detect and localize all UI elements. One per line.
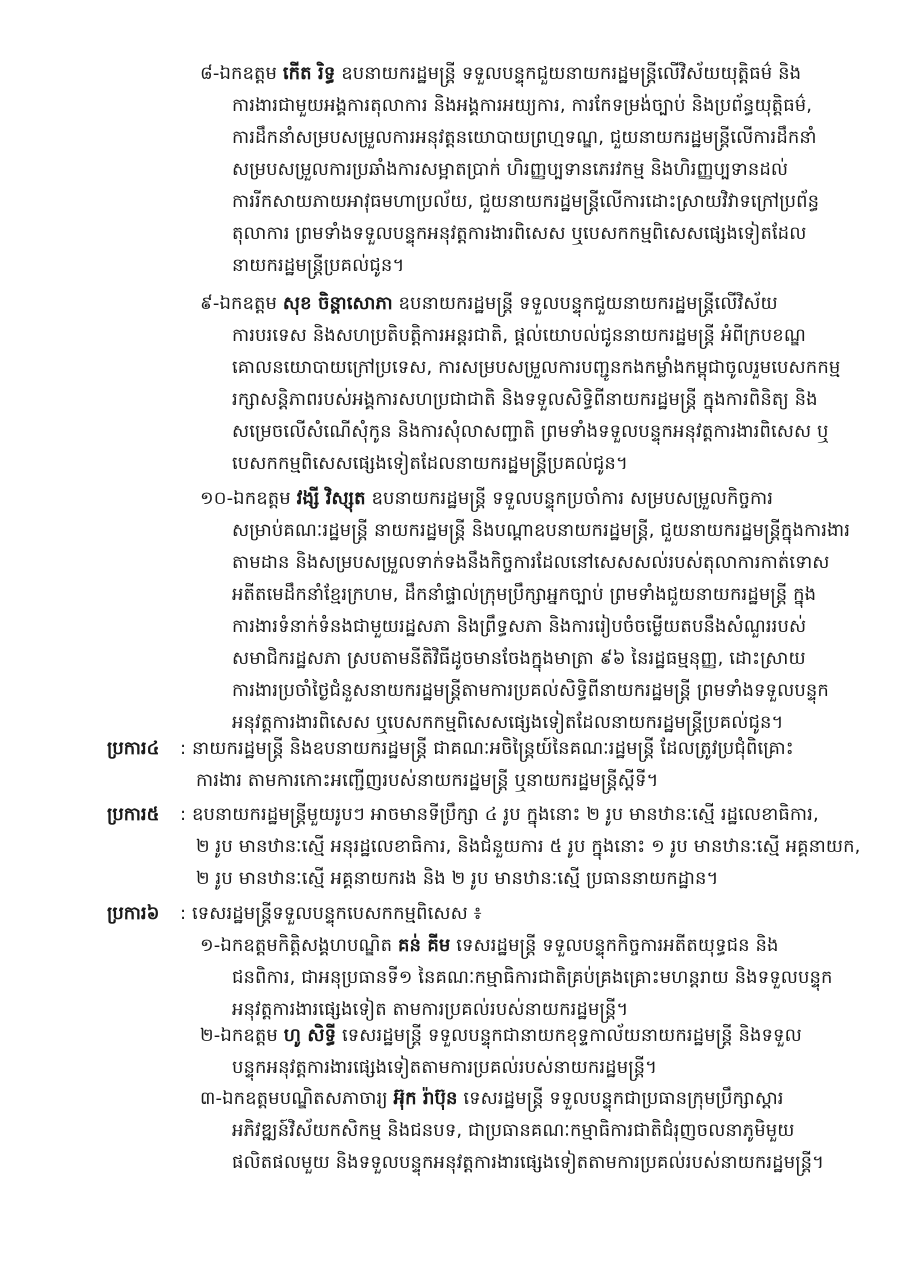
text-segment: ២-ឯកឧត្តម (200, 1025, 284, 1046)
text-line (232, 517, 850, 545)
text-line (200, 1022, 802, 1050)
text-line (232, 613, 806, 641)
text-line (232, 418, 829, 446)
article-label: ប្រការ៦ (107, 903, 160, 924)
text-line (200, 932, 779, 960)
official-name: អ៊ុក រ៉ាប៊ុន (393, 1088, 458, 1109)
text-segment: ការងារជាមួយអង្គការតុលាការ និងអង្គការអយ្យការ, ការកែទម្រង់ច្បាប់ និងប្រព័ន្ធយុត្តិធម៌, (232, 95, 813, 116)
text-line (232, 450, 628, 478)
text-segment: ទេសរដ្ឋមន្ត្រី ទទួលបន្ទុកជាប្រធានក្រុមប្រឹក្សាស្តារ (457, 1088, 784, 1109)
text-segment: ឧបនាយករដ្ឋមន្ត្រី ទទួលបន្ទុកប្រចាំការ សម្របសម្រួលកិច្ចការ (365, 488, 774, 509)
text-line (232, 220, 806, 248)
text-segment: ៨-ឯកឧត្តម (200, 63, 283, 84)
text-segment: ការងារ តាមការកោះអញ្ជើញរបស់នាយករដ្ឋមន្ត្រី ឬនាយករដ្ឋមន្ត្រីស្តីទី។ (196, 770, 659, 791)
text-segment: ទេសរដ្ឋមន្ត្រី ទទួលបន្ទុកកិច្ចការអតីតយុទ្ធជន និង (450, 935, 779, 956)
text-line (232, 156, 788, 184)
text-line (232, 354, 840, 382)
text-segment: ផលិតផលមួយ និងទទួលបន្ទុកអនុវត្តការងារផ្សេងទៀតតាមការប្រគល់របស់នាយករដ្ឋមន្ត្រី។ (232, 1152, 825, 1173)
text-line (232, 709, 783, 737)
text-line (200, 485, 773, 513)
text-line (180, 900, 482, 928)
text-line (232, 92, 812, 120)
text-segment: ការងារប្រចាំថ្ងៃជំនួសនាយករដ្ឋមន្ត្រីតាមការប្រគល់សិទ្ធិពីនាយករដ្ឋមន្ត្រី ព្រមទាំងទទួលបន្ទុក (232, 680, 829, 701)
text-line (196, 833, 860, 861)
text-line (232, 549, 830, 577)
text-segment: គោលនយោបាយក្រៅប្រទេស, ការសម្របសម្រួលការបញ្ជូនកងកម្លាំងកម្ពុជាចូលរួមបេសកកម្ម (232, 357, 841, 378)
text-segment: សម្របសម្រួលការប្រឆាំងការសម្អាតប្រាក់ ហិរញ្ញប្បទានភេរវកម្ម និងហិរញ្ញប្បទានដល់ (232, 159, 789, 180)
text-segment: បេសកកម្មពិសេសផ្សេងទៀតដែលនាយករដ្ឋមន្ត្រីប្រគល់ជូន។ (232, 453, 628, 474)
text-segment: ការបរទេស និងសហប្រតិបត្តិការអន្តរជាតិ, ផ្តល់យោបល់ជូននាយករដ្ឋមន្ត្រី អំពីក្របខណ្ឌ (232, 325, 806, 346)
text-segment: ការងារទំនាក់ទំនងជាមួយរដ្ឋសភា និងព្រឹទ្ធសភា និងការរៀបចំចម្លើយតបនឹងសំណួររបស់ (232, 616, 807, 637)
text-segment: ២ រូប មានឋានៈស្មើ អនុរដ្ឋលេខាធិការ, និងជំនួយការ ៥ រូប ក្នុងនោះ ១ រូប មានឋានៈស្មើ អគ្គនាយក, (196, 836, 861, 857)
official-name: សុខ ចិន្តាសោភា (282, 293, 393, 314)
text-segment: ទេសរដ្ឋមន្ត្រី ទទួលបន្ទុកជានាយកខុទ្ទកាល័យនាយករដ្ឋមន្ត្រី និងទទួល (336, 1025, 802, 1046)
text-line (232, 1149, 824, 1177)
text-segment: សម្រេចលើសំណើសុំកូន និងការសុំលាសញ្ជាតិ ព្រមទាំងទទួលបន្ទុកអនុវត្តការងារពិសេស ឬ (232, 421, 829, 442)
text-segment: ៩-ឯកឧត្តម (200, 293, 283, 314)
text-line (232, 645, 806, 673)
text-line (196, 767, 658, 795)
text-segment: បន្ទុកអនុវត្តការងារផ្សេងទៀតតាមការប្រគល់របស់នាយករដ្ឋមន្ត្រី។ (232, 1057, 658, 1078)
text-line (232, 124, 817, 152)
article-label: ប្រការ៥ (107, 804, 160, 825)
text-segment: : ទេសរដ្ឋមន្ត្រីទទួលបន្ទុកបេសកកម្មពិសេស ៖ (180, 903, 482, 924)
text-line (232, 1054, 657, 1082)
text-line (196, 865, 718, 893)
article-label: ប្រការ៤ (107, 738, 160, 759)
text-line (232, 964, 833, 992)
text-segment: ១០-ឯកឧត្តម (200, 488, 297, 509)
text-line (232, 677, 829, 705)
text-segment: : ឧបនាយករដ្ឋមន្ត្រីមួយរូបៗ អាចមានទីប្រឹក្សា ៤ រូប ក្នុងនោះ ២ រូប មានឋានៈស្មើ រដ្ឋលេខាធិការ, (180, 804, 819, 825)
text-segment: ៣-ឯកឧត្តមបណ្ឌិតសភាចារ្យ (200, 1088, 394, 1109)
text-segment: រក្សាសន្តិភាពរបស់អង្គការសហប្រជាជាតិ និងទទួលសិទ្ធិពីនាយករដ្ឋមន្ត្រី ក្នុងការពិនិត្យ និង (232, 389, 818, 410)
text-line (232, 322, 806, 350)
text-line (180, 735, 794, 763)
text-segment: អនុវត្តការងារផ្សេងទៀត តាមការប្រគល់របស់នាយករដ្ឋមន្ត្រី។ (232, 999, 629, 1020)
official-name: ហូ សិទ្ធី (283, 1025, 337, 1046)
official-name: គន់ គីម (397, 935, 451, 956)
text-segment: អនុវត្តការងារពិសេស ឬបេសកកម្មពិសេសផ្សេងទៀតដែលនាយករដ្ឋមន្ត្រីប្រគល់ជូន។ (232, 712, 784, 733)
text-segment: តាមដាន និងសម្របសម្រួលទាក់ទងនឹងកិច្ចការដែលនៅសេសសល់របស់តុលាការកាត់ទោស (232, 552, 830, 573)
official-name: វង្សី វិស្សុត (296, 488, 366, 509)
text-segment: ២ រូប មានឋានៈស្មើ អគ្គនាយករង និង ២ រូប មានឋានៈស្មើ ប្រធាននាយកដ្ឋាន។ (196, 868, 719, 889)
text-line (232, 386, 818, 414)
text-line (232, 252, 404, 280)
text-line (200, 290, 778, 318)
text-segment: សមាជិករដ្ឋសភា ស្របតាមនីតិវិធីដូចមានចែងក្នុងមាត្រា ៩៦ នៃរដ្ឋធម្មនុញ្ញ, ដោះស្រាយ (232, 648, 806, 669)
text-segment: អតីតមេដឹកនាំខ្មែរក្រហម, ដឹកនាំផ្ទាល់ក្រុមប្រឹក្សាអ្នកច្បាប់ ព្រមទាំងជួយនាយករដ្ឋមន្ត្រី ក្នុង (232, 584, 817, 605)
text-line (200, 60, 801, 88)
text-line (232, 581, 816, 609)
text-line (232, 188, 819, 216)
text-segment: អភិវឌ្ឍន៍វិស័យកសិកម្ម និងជនបទ, ជាប្រធានគណៈកម្មាធិការជាតិជំរុញចលនាភូមិមួយ (232, 1120, 795, 1141)
text-line (232, 996, 628, 1024)
official-name: កើត រិទ្ធ (282, 63, 336, 84)
text-line (200, 1085, 784, 1113)
text-segment: ការដឹកនាំសម្របសម្រួលការអនុវត្តនយោបាយព្រហ្មទណ្ឌ, ជួយនាយករដ្ឋមន្ត្រីលើការដឹកនាំ (232, 127, 817, 148)
text-segment: ជនពិការ, ជាអនុប្រធានទី១ នៃគណៈកម្មាធិការជាតិគ្រប់គ្រងគ្រោះមហន្តរាយ និងទទួលបន្ទុក (232, 967, 833, 988)
text-segment: តុលាការ ព្រមទាំងទទួលបន្ទុកអនុវត្តការងារពិសេស ឬបេសកកម្មពិសេសផ្សេងទៀតដែល (232, 223, 807, 244)
text-line (180, 801, 819, 829)
text-segment: ការរីកសាយភាយអាវុធមហាប្រល័យ, ជួយនាយករដ្ឋមន្ត្រីលើការដោះស្រាយវិវាទក្រៅប្រព័ន្ធ (232, 191, 820, 212)
text-segment: ឧបនាយករដ្ឋមន្ត្រី ទទួលបន្ទុកជួយនាយករដ្ឋមន្ត្រីលើវិស័យ (392, 293, 778, 314)
text-line (232, 1117, 795, 1145)
text-segment: ១-ឯកឧត្តមកិត្តិសង្គហបណ្ឌិត (200, 935, 398, 956)
text-segment: ឧបនាយករដ្ឋមន្ត្រី ទទួលបន្ទុកជួយនាយករដ្ឋមន្ត្រីលើវិស័យយុត្តិធម៌ និង (335, 63, 802, 84)
text-segment: សម្រាប់គណៈរដ្ឋមន្ត្រី នាយករដ្ឋមន្ត្រី និងបណ្តាឧបនាយករដ្ឋមន្ត្រី, ជួយនាយករដ្ឋមន្ត្រីក្នុងការងារ (232, 520, 851, 541)
text-segment: នាយករដ្ឋមន្ត្រីប្រគល់ជូន។ (232, 255, 405, 276)
text-segment: : នាយករដ្ឋមន្ត្រី និងឧបនាយករដ្ឋមន្ត្រី ជាគណៈអចិន្ត្រៃយ៍នៃគណៈរដ្ឋមន្ត្រី ដែលត្រូវប្រជុំពិគ្រោះ (180, 738, 794, 759)
